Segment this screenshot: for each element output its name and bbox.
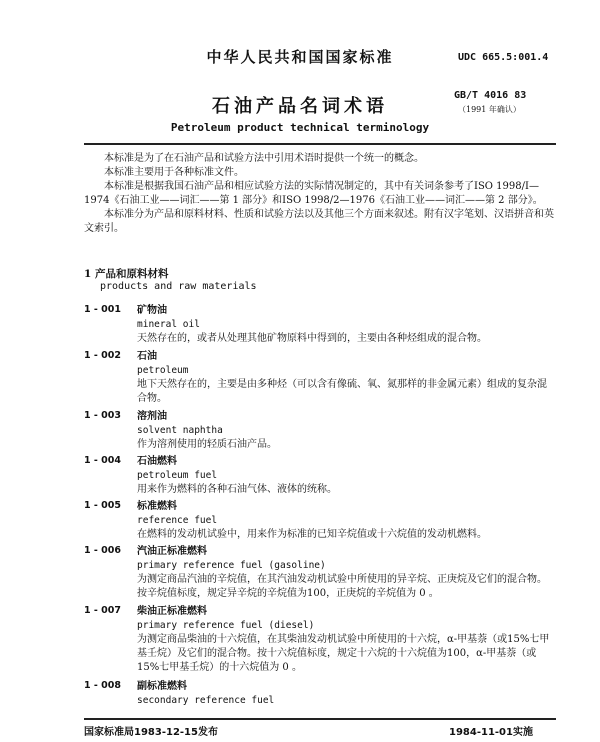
entry-number: 1 - 007 — [84, 605, 121, 616]
section-english: products and raw materials — [100, 281, 257, 292]
entry-english: petroleum fuel — [137, 470, 218, 481]
entry-english: primary reference fuel (diesel) — [137, 620, 315, 631]
entry-definition: 为测定商品柴油的十六烷值，在其柴油发动机试验中所使用的十六烷，α-甲基萘（或15%七甲基壬烷）及它们的混合物。按十六烷值标度，规定十六烷的十六烷值为100，α-甲基萘（或15%七甲基壬烷）的十六烷值为 0 。 — [137, 634, 550, 673]
entry-term: 标准燃料 — [137, 501, 177, 512]
bottom-divider — [84, 718, 556, 720]
entry-english: petroleum — [137, 365, 189, 376]
entry-english: secondary reference fuel — [137, 695, 275, 706]
effective-date: 1984-11-01实施 — [449, 727, 533, 738]
intro-paragraph: 本标准是根据我国石油产品和相应试验方法的实际情况制定的，其中有关词条参考了ISO 1998/Ⅰ—1974《石油工业——词汇——第 1 部分》和ISO 1998/2—1976《石油工业——词汇——第 2 部分》。 — [84, 181, 543, 206]
entry-term: 矿物油 — [137, 305, 167, 316]
entry-number: 1 - 004 — [84, 455, 121, 466]
standard-title: 中华人民共和国国家标准 — [206, 48, 394, 66]
udc-code: UDC 665.5:001.4 — [458, 52, 549, 63]
intro-paragraph: 本标准是为了在石油产品和试验方法中引用术语时提供一个统一的概念。 — [104, 153, 424, 164]
entry-term: 石油 — [137, 351, 157, 362]
intro-paragraph: 本标准分为产品和原料材料、性质和试验方法以及其他三个方面来叙述。附有汉字笔划、汉语拼音和英文索引。 — [84, 209, 554, 234]
entry-definition: 地下天然存在的，主要是由多种烃（可以含有像硫、氧、氮那样的非金属元素）组成的复杂混合物。 — [137, 379, 547, 404]
entry-english: reference fuel — [137, 515, 218, 526]
gb-number: GB/T 4016 83 — [454, 90, 527, 101]
entry-definition: 用来作为燃料的各种石油气体、液体的统称。 — [137, 484, 337, 495]
entry-definition: 作为溶剂使用的轻质石油产品。 — [137, 439, 277, 450]
intro-text — [84, 152, 556, 236]
entry-definition: 天然存在的，或者从处理其他矿物原料中得到的，主要由各种烃组成的混合物。 — [137, 333, 487, 344]
entry-term: 柴油正标准燃料 — [137, 606, 207, 617]
document-title: 石油产品名词术语 — [212, 96, 388, 117]
english-title: Petroleum product technical terminology — [170, 121, 430, 134]
confirmation-note: （1991 年确认） — [458, 105, 521, 114]
entry-number: 1 - 005 — [84, 500, 121, 511]
section-heading: 1 产品和原料材料 — [84, 268, 169, 280]
entry-definition: 在燃料的发动机试验中，用来作为标准的已知辛烷值或十六烷值的发动机燃料。 — [137, 529, 487, 540]
entry-number: 1 - 002 — [84, 350, 121, 361]
intro-paragraph: 本标准主要用于各种标准文件。 — [104, 167, 244, 178]
entry-term: 副标准燃料 — [137, 681, 187, 692]
entry-number: 1 - 003 — [84, 410, 121, 421]
entry-number: 1 - 006 — [84, 545, 121, 556]
entry-term: 汽油正标准燃料 — [137, 546, 207, 557]
entry-number: 1 - 001 — [84, 304, 121, 315]
entry-definition: 为测定商品汽油的辛烷值，在其汽油发动机试验中所使用的异辛烷、正庚烷及它们的混合物。按辛烷值标度，规定异辛烷的辛烷值为100，正庚烷的辛烷值为 0 。 — [137, 574, 547, 599]
entry-english: mineral oil — [137, 319, 200, 330]
entry-term: 石油燃料 — [137, 456, 177, 467]
entry-english: primary reference fuel (gasoline) — [137, 560, 326, 571]
entry-number: 1 - 008 — [84, 680, 121, 691]
top-divider — [84, 143, 556, 145]
issue-date: 国家标准局1983-12-15发布 — [84, 727, 218, 738]
entry-term: 溶剂油 — [137, 411, 167, 422]
entry-english: solvent naphtha — [137, 425, 223, 436]
